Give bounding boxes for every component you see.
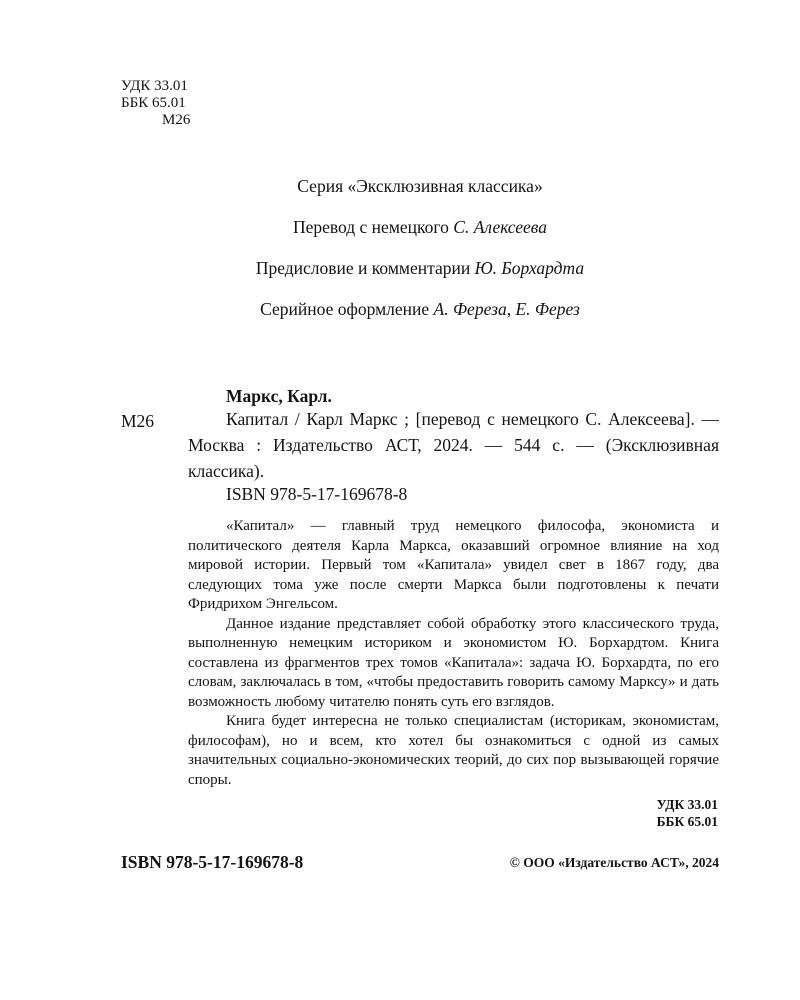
series-line — [0, 176, 800, 217]
author-heading: Маркс, Карл. — [226, 386, 332, 406]
footer-classification — [657, 796, 718, 830]
footer-bbk: ББК 65.01 — [656, 814, 718, 829]
classification-codes — [121, 78, 190, 129]
bibliographic-description — [188, 406, 719, 484]
foreword-author-name: Ю. Борхардта — [474, 258, 585, 278]
description-text: Капитал / Карл Маркс ; [перевод с немецкого С. Алексеева]. — Москва : Издательство АСТ, 2024. — 544 с. — (Эксклюзивная классика). — [188, 409, 719, 481]
foreword-line — [0, 258, 800, 299]
translator-name: С. Алексеева — [453, 217, 548, 237]
foreword-prefix: Предисловие и комментарии — [255, 258, 475, 278]
design-line — [0, 299, 800, 340]
series-text: Серия «Эксклюзивная классика» — [297, 176, 543, 196]
bbk-code: ББК 65.01 — [121, 95, 186, 111]
annotation — [188, 517, 719, 790]
annotation-paragraph: Книга будет интересна не только специалистам (историкам, экономистам, философам), но и всем, кто хотел бы ознакомиться с одной из самых значительных социально-экономических теорий, до сих пор вызывающей горячие споры. — [188, 713, 719, 788]
annotation-paragraph: Данное издание представляет собой обработку этого классического труда, выполненную немецким историком и экономистом Ю. Борхардтом. Книга составлена из фрагментов трех томов «Капитала»: задача Ю. Борхардта, по его словам, заключалась в том, «чтобы предоставить говорить самому Марксу» и дать возможность любому читателю понять суть его взглядов. — [188, 615, 719, 710]
design-prefix: Серийное оформление — [260, 299, 434, 319]
footer-isbn: ISBN 978-5-17-169678-8 — [121, 852, 304, 872]
record-isbn: ISBN 978-5-17-169678-8 — [226, 484, 408, 504]
translation-line — [0, 217, 800, 258]
translation-prefix: Перевод с немецкого — [292, 217, 454, 237]
udk-code: УДК 33.01 — [121, 78, 188, 94]
footer-udk: УДК 33.01 — [656, 797, 718, 812]
author-mark: М26 — [162, 112, 191, 128]
designer-names: А. Фереза, Е. Ферез — [433, 299, 580, 319]
credits-block — [0, 176, 800, 340]
annotation-paragraph: «Капитал» — главный труд немецкого философа, экономиста и политического деятеля Карла Маркса, оказавший огромное влияние на ход мировой истории. Первый том «Капитала» увидел свет в 1867 году, два следующих тома уже после смерти Маркса были подготовлены к печати Фридрихом Энгельсом. — [188, 518, 719, 612]
copyright-notice: © ООО «Издательство АСТ», 2024 — [509, 855, 719, 870]
record-author-mark: М26 — [121, 411, 155, 431]
